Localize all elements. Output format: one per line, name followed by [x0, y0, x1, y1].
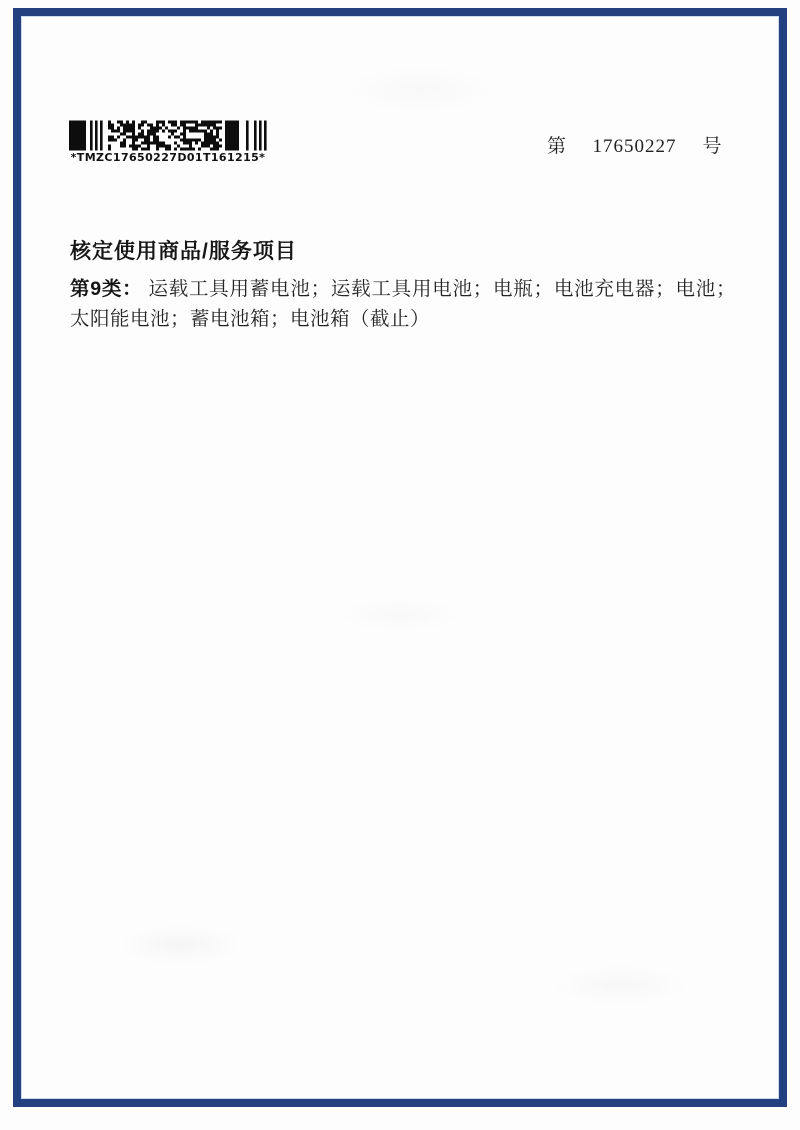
goods-class-label: 第9类： — [70, 278, 143, 300]
barcode-image — [69, 120, 267, 151]
barcode-caption: *TMZC17650227D01T161215* — [70, 151, 266, 164]
registration-number-suffix: 号 — [702, 136, 723, 157]
goods-items-text: 运载工具用蓄电池；运载工具用电池；电瓶；电池充电器；电池；太阳能电池；蓄电池箱；电池箱（截止） — [70, 279, 736, 330]
registration-number-prefix: 第 — [547, 136, 567, 157]
approved-goods-paragraph — [70, 274, 736, 335]
barcode — [68, 120, 268, 164]
approved-goods-heading: 核定使用商品/服务项目 — [70, 240, 297, 263]
registration-number — [547, 131, 722, 158]
page-border-frame — [13, 8, 787, 1107]
registration-number-value: 17650227 — [592, 136, 677, 157]
